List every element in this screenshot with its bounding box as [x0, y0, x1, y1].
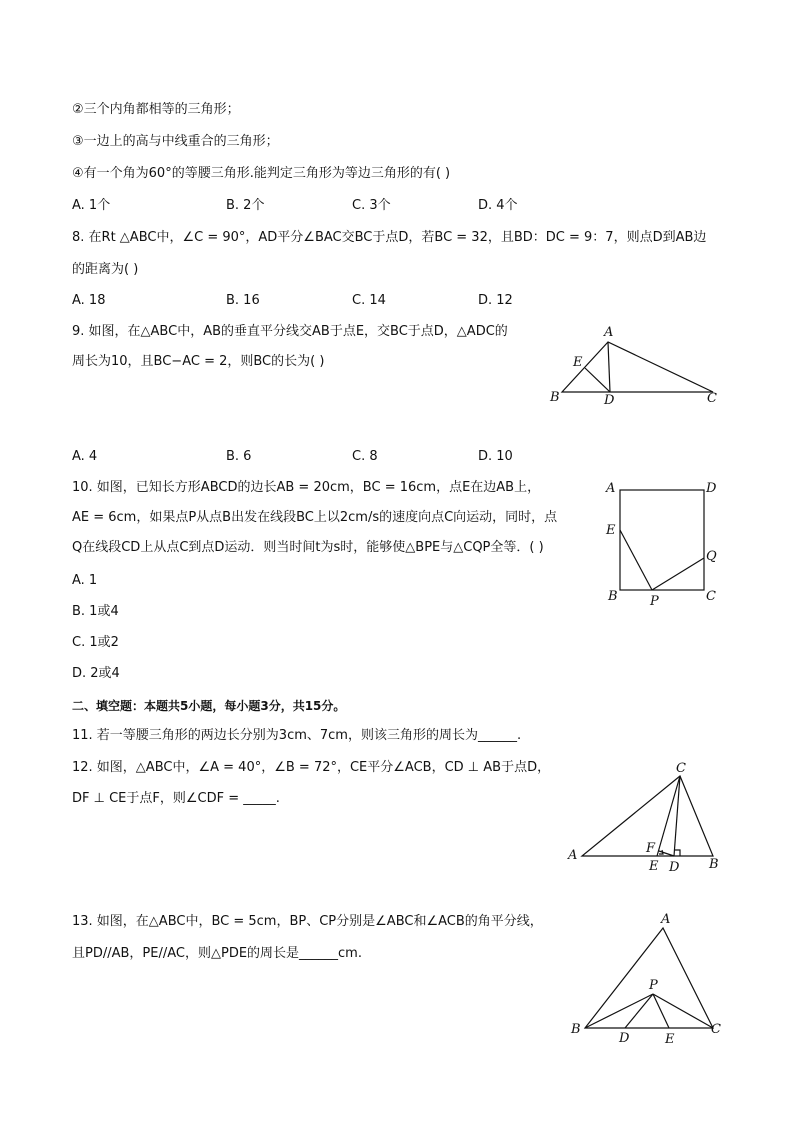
- label-q: Q: [706, 549, 717, 564]
- q7-option-a: A. 1个: [72, 198, 111, 213]
- label-f: F: [646, 841, 656, 856]
- segment-bp: [585, 994, 653, 1028]
- q7-item-3: ③一边上的高与中线重合的三角形；: [72, 134, 279, 149]
- label-c: C: [676, 761, 686, 776]
- q10-stem-line-3: Q在线段CD上从点C到点D运动．则当时间t为s时，能够使△BPE与△CQP全等．( ): [72, 540, 544, 555]
- q10-stem-line-1: 10. 如图，已知长方形ABCD的边长AB = 20cm，BC = 16cm，点E在边AB上，: [72, 480, 541, 495]
- label-e: E: [606, 523, 616, 538]
- q13-stem-line-1: 13. 如图，在△ABC中，BC = 5cm，BP、CP分别是∠ABC和∠ACB的角平分线，: [72, 914, 543, 929]
- q9-option-b: B. 6: [226, 449, 252, 464]
- label-b: B: [608, 589, 618, 604]
- q9-stem-line-1: 9. 如图，在△ABC中，AB的垂直平分线交AB于点E，交BC于点D，△ADC的: [72, 324, 508, 339]
- q7-option-b: B. 2个: [226, 198, 265, 213]
- q8-stem-line-1: 8. 在Rt △ABC中，∠C = 90°，AD平分∠BAC交BC于点D，若BC = 32，且BD：DC = 9：7，则点D到AB边: [72, 230, 707, 245]
- segment-ad: [608, 342, 610, 392]
- segment-pd: [625, 994, 653, 1028]
- q10-option-d: D. 2或4: [72, 666, 120, 681]
- q7-option-c: C. 3个: [352, 198, 391, 213]
- rectangle-abcd: [620, 490, 704, 590]
- q10-option-a: A. 1: [72, 573, 98, 588]
- q9-triangle-figure: [540, 322, 730, 412]
- q8-stem-line-2: 的距离为( ): [72, 262, 139, 277]
- q10-stem-line-2: AE = 6cm，如果点P从点B出发在线段BC上以2cm/s的速度向点C向运动，同时，点: [72, 510, 558, 525]
- q9-option-c: C. 8: [352, 449, 378, 464]
- label-c: C: [706, 589, 716, 604]
- q12-triangle-figure: [560, 758, 730, 876]
- label-c: C: [711, 1022, 721, 1037]
- q9-option-a: A. 4: [72, 449, 98, 464]
- q7-option-d: D. 4个: [478, 198, 518, 213]
- q8-option-b: B. 16: [226, 293, 260, 308]
- label-e: E: [649, 859, 659, 874]
- q9-option-d: D. 10: [478, 449, 513, 464]
- label-d: D: [706, 481, 717, 496]
- label-a: A: [604, 325, 614, 340]
- q12-stem-line-2: DF ⊥ CE于点F，则∠CDF = _____.: [72, 791, 280, 806]
- section-2-heading: 二、填空题：本题共5小题，每小题3分，共15分。: [72, 699, 346, 713]
- q10-rectangle-figure: [600, 478, 730, 608]
- label-d: D: [669, 860, 680, 875]
- label-a: A: [661, 912, 671, 927]
- q10-option-c: C. 1或2: [72, 635, 119, 650]
- q8-option-c: C. 14: [352, 293, 386, 308]
- label-p: P: [650, 594, 659, 609]
- label-d: D: [619, 1031, 630, 1046]
- q13-stem-line-2: 且PD//AB，PE//AC，则△PDE的周长是______cm.: [72, 946, 362, 961]
- q10-option-b: B. 1或4: [72, 604, 119, 619]
- q13-triangle-figure: [565, 908, 730, 1053]
- q8-option-a: A. 18: [72, 293, 106, 308]
- segment-ed: [585, 368, 610, 392]
- triangle-abc: [562, 342, 713, 392]
- q11-stem: 11. 若一等腰三角形的两边长分别为3cm、7cm，则该三角形的周长为______.: [72, 728, 522, 743]
- label-b: B: [709, 857, 719, 872]
- label-c: C: [707, 391, 717, 406]
- q7-item-4: ④有一个角为60°的等腰三角形.能判定三角形为等边三角形的有( ): [72, 166, 451, 181]
- label-e: E: [573, 355, 583, 370]
- q8-option-d: D. 12: [478, 293, 513, 308]
- q7-item-2: ②三个内角都相等的三角形；: [72, 102, 240, 117]
- label-a: A: [606, 481, 616, 496]
- label-a: A: [568, 848, 578, 863]
- q9-stem-line-2: 周长为10，且BC−AC = 2，则BC的长为( ): [72, 354, 325, 369]
- segment-pq: [652, 558, 704, 590]
- label-b: B: [571, 1022, 581, 1037]
- label-e: E: [665, 1032, 675, 1047]
- label-b: B: [550, 390, 560, 405]
- label-p: P: [649, 978, 658, 993]
- segment-ep: [620, 530, 652, 590]
- q12-stem-line-1: 12. 如图，△ABC中，∠A = 40°，∠B = 72°，CE平分∠ACB，CD ⊥ AB于点D，: [72, 760, 551, 775]
- label-d: D: [604, 393, 615, 408]
